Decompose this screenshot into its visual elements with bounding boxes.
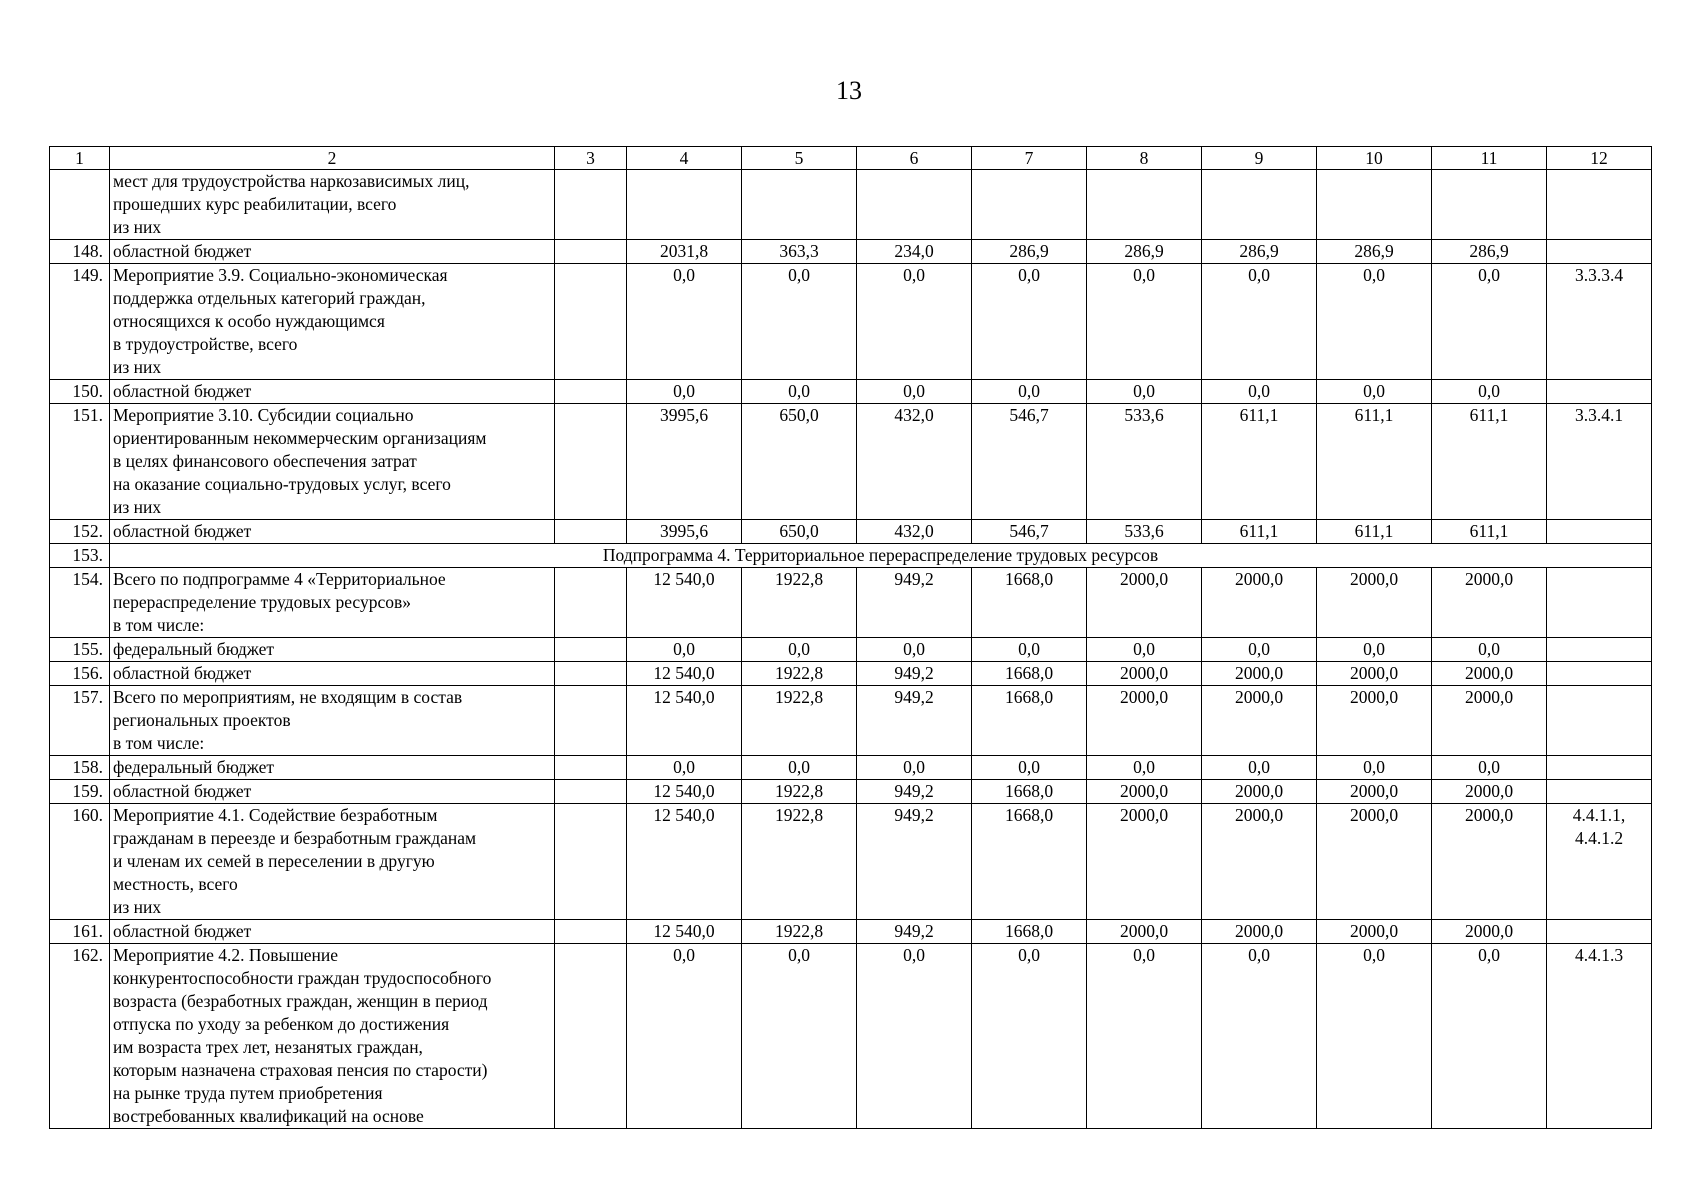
- row-value: 2000,0: [1202, 804, 1317, 920]
- row-value: 3995,6: [627, 520, 742, 544]
- row-value: 1668,0: [972, 686, 1087, 756]
- row-value: [1087, 170, 1202, 240]
- col-header-4: 4: [627, 147, 742, 170]
- table-body: [50, 147, 1652, 1129]
- row-value: 1668,0: [972, 662, 1087, 686]
- row-name: Мероприятие 4.1. Содействие безработным гражданам в переезде и безработным гражданам и членам их семей в переселении в другую местность, всего из них: [110, 804, 555, 920]
- row-number: 158.: [50, 756, 110, 780]
- row-value: 949,2: [857, 920, 972, 944]
- row-number: 154.: [50, 568, 110, 638]
- row-code: [1547, 520, 1652, 544]
- row-value: [1317, 170, 1432, 240]
- row-value: 12 540,0: [627, 804, 742, 920]
- row-value: 432,0: [857, 520, 972, 544]
- row-name: Мероприятие 3.9. Социально-экономическая поддержка отдельных категорий граждан, относящихся к особо нуждающимся в трудоустройстве, всего из них: [110, 264, 555, 380]
- row-value: 0,0: [1202, 638, 1317, 662]
- row-value: 2000,0: [1317, 804, 1432, 920]
- row-value: 12 540,0: [627, 780, 742, 804]
- row-value: 1668,0: [972, 804, 1087, 920]
- row-value: 1668,0: [972, 920, 1087, 944]
- row-value: 0,0: [972, 944, 1087, 1129]
- row-value: 0,0: [627, 264, 742, 380]
- page-number: 13: [836, 76, 862, 105]
- row-value: 0,0: [1317, 264, 1432, 380]
- row-value: 2031,8: [627, 240, 742, 264]
- row-code: [1547, 756, 1652, 780]
- row-value: 0,0: [857, 756, 972, 780]
- row-value: 0,0: [857, 944, 972, 1129]
- row-number: 159.: [50, 780, 110, 804]
- row-value: 0,0: [857, 264, 972, 380]
- table-row: [50, 920, 1652, 944]
- row-value: 0,0: [1317, 756, 1432, 780]
- col-header-5: 5: [742, 147, 857, 170]
- header-row: [50, 147, 1652, 170]
- table-row: [50, 170, 1652, 240]
- col-header-10: 10: [1317, 147, 1432, 170]
- row-value: 286,9: [972, 240, 1087, 264]
- row-value: 0,0: [742, 756, 857, 780]
- section-number: 153.: [50, 544, 110, 568]
- row-col3: [555, 380, 627, 404]
- table-row: [50, 240, 1652, 264]
- row-value: 12 540,0: [627, 662, 742, 686]
- row-code: 4.4.1.3: [1547, 944, 1652, 1129]
- row-value: 0,0: [1087, 380, 1202, 404]
- row-value: 2000,0: [1087, 568, 1202, 638]
- row-name: федеральный бюджет: [110, 756, 555, 780]
- row-value: 286,9: [1202, 240, 1317, 264]
- row-value: 1922,8: [742, 920, 857, 944]
- table-row: [50, 638, 1652, 662]
- row-value: 2000,0: [1317, 686, 1432, 756]
- row-number: 152.: [50, 520, 110, 544]
- row-value: 0,0: [1432, 380, 1547, 404]
- row-value: 0,0: [1317, 944, 1432, 1129]
- row-value: 286,9: [1317, 240, 1432, 264]
- row-value: 12 540,0: [627, 920, 742, 944]
- col-header-12: 12: [1547, 147, 1652, 170]
- row-name: федеральный бюджет: [110, 638, 555, 662]
- row-col3: [555, 264, 627, 380]
- row-value: 0,0: [627, 944, 742, 1129]
- row-value: 2000,0: [1202, 568, 1317, 638]
- row-value: 2000,0: [1087, 686, 1202, 756]
- row-value: 432,0: [857, 404, 972, 520]
- row-col3: [555, 944, 627, 1129]
- row-name: Мероприятие 3.10. Субсидии социально ориентированным некоммерческим организациям в целях финансового обеспечения затрат на оказание социально-трудовых услуг, всего из них: [110, 404, 555, 520]
- row-value: 611,1: [1317, 404, 1432, 520]
- row-value: 611,1: [1202, 404, 1317, 520]
- row-value: 611,1: [1432, 404, 1547, 520]
- table-row: [50, 404, 1652, 520]
- row-code: 4.4.1.1, 4.4.1.2: [1547, 804, 1652, 920]
- table-row: [50, 804, 1652, 920]
- col-header-3: 3: [555, 147, 627, 170]
- row-value: 2000,0: [1432, 662, 1547, 686]
- row-value: 1668,0: [972, 780, 1087, 804]
- row-number: 156.: [50, 662, 110, 686]
- row-value: 2000,0: [1432, 920, 1547, 944]
- row-value: 286,9: [1432, 240, 1547, 264]
- row-col3: [555, 240, 627, 264]
- row-value: [1202, 170, 1317, 240]
- row-name: областной бюджет: [110, 520, 555, 544]
- row-name: областной бюджет: [110, 240, 555, 264]
- row-value: 611,1: [1432, 520, 1547, 544]
- row-col3: [555, 170, 627, 240]
- table-row: [50, 568, 1652, 638]
- table-row: [50, 662, 1652, 686]
- row-col3: [555, 568, 627, 638]
- row-value: 2000,0: [1087, 804, 1202, 920]
- row-value: 546,7: [972, 404, 1087, 520]
- row-value: 2000,0: [1317, 780, 1432, 804]
- row-code: 3.3.3.4: [1547, 264, 1652, 380]
- row-code: [1547, 686, 1652, 756]
- row-value: 949,2: [857, 662, 972, 686]
- col-header-1: 1: [50, 147, 110, 170]
- section-title: Подпрограмма 4. Территориальное перераспределение трудовых ресурсов: [110, 544, 1652, 568]
- row-value: 2000,0: [1087, 920, 1202, 944]
- row-value: 1922,8: [742, 780, 857, 804]
- row-value: 2000,0: [1432, 780, 1547, 804]
- row-col3: [555, 780, 627, 804]
- row-code: [1547, 170, 1652, 240]
- col-header-8: 8: [1087, 147, 1202, 170]
- col-header-2: 2: [110, 147, 555, 170]
- table-row: [50, 780, 1652, 804]
- row-value: 611,1: [1202, 520, 1317, 544]
- row-value: 0,0: [742, 944, 857, 1129]
- row-name: Всего по подпрограмме 4 «Территориальное перераспределение трудовых ресурсов» в том числе:: [110, 568, 555, 638]
- row-number: 151.: [50, 404, 110, 520]
- row-col3: [555, 662, 627, 686]
- row-value: 0,0: [1317, 638, 1432, 662]
- row-value: 12 540,0: [627, 686, 742, 756]
- row-value: 0,0: [972, 638, 1087, 662]
- row-value: 0,0: [742, 264, 857, 380]
- row-col3: [555, 804, 627, 920]
- row-value: 949,2: [857, 780, 972, 804]
- table-row: [50, 756, 1652, 780]
- row-col3: [555, 404, 627, 520]
- row-number: 161.: [50, 920, 110, 944]
- col-header-11: 11: [1432, 147, 1547, 170]
- row-value: 533,6: [1087, 520, 1202, 544]
- row-value: 0,0: [972, 264, 1087, 380]
- row-value: 2000,0: [1087, 780, 1202, 804]
- row-value: 2000,0: [1202, 662, 1317, 686]
- row-name: мест для трудоустройства наркозависимых лиц, прошедших курс реабилитации, всего из них: [110, 170, 555, 240]
- row-code: [1547, 920, 1652, 944]
- row-value: 0,0: [1087, 944, 1202, 1129]
- row-value: 949,2: [857, 686, 972, 756]
- row-name: областной бюджет: [110, 662, 555, 686]
- row-value: 611,1: [1317, 520, 1432, 544]
- row-value: 2000,0: [1202, 920, 1317, 944]
- row-value: 0,0: [1087, 756, 1202, 780]
- row-value: 0,0: [627, 756, 742, 780]
- row-number: 149.: [50, 264, 110, 380]
- row-number: 155.: [50, 638, 110, 662]
- row-value: 0,0: [1432, 264, 1547, 380]
- row-code: [1547, 380, 1652, 404]
- row-value: 0,0: [857, 638, 972, 662]
- row-value: 0,0: [1432, 638, 1547, 662]
- row-value: [742, 170, 857, 240]
- row-col3: [555, 686, 627, 756]
- row-col3: [555, 920, 627, 944]
- row-number: 162.: [50, 944, 110, 1129]
- row-col3: [555, 638, 627, 662]
- row-code: 3.3.4.1: [1547, 404, 1652, 520]
- row-code: [1547, 662, 1652, 686]
- row-value: [972, 170, 1087, 240]
- row-value: 234,0: [857, 240, 972, 264]
- row-value: 650,0: [742, 404, 857, 520]
- row-value: [1432, 170, 1547, 240]
- col-header-9: 9: [1202, 147, 1317, 170]
- table-row: [50, 686, 1652, 756]
- row-number: [50, 170, 110, 240]
- row-value: 0,0: [1087, 638, 1202, 662]
- table-row: [50, 264, 1652, 380]
- row-name: Мероприятие 4.2. Повышение конкурентоспособности граждан трудоспособного возраста (безработных граждан, женщин в период отпуска по уходу за ребенком до достижения им возраста трех лет, незанятых граждан, которым назначена страховая пенсия по старости) на рынке труда путем приобретения востребованных квалификаций на основе: [110, 944, 555, 1129]
- row-value: 0,0: [742, 638, 857, 662]
- row-value: 949,2: [857, 804, 972, 920]
- row-value: 0,0: [1202, 944, 1317, 1129]
- row-value: 2000,0: [1202, 780, 1317, 804]
- col-header-7: 7: [972, 147, 1087, 170]
- row-code: [1547, 638, 1652, 662]
- row-value: 3995,6: [627, 404, 742, 520]
- row-value: 2000,0: [1432, 804, 1547, 920]
- row-value: 0,0: [742, 380, 857, 404]
- row-value: 546,7: [972, 520, 1087, 544]
- row-name: областной бюджет: [110, 380, 555, 404]
- row-value: 2000,0: [1432, 686, 1547, 756]
- table-row: [50, 380, 1652, 404]
- row-value: 1922,8: [742, 662, 857, 686]
- row-number: 157.: [50, 686, 110, 756]
- row-code: [1547, 240, 1652, 264]
- row-value: 0,0: [1202, 756, 1317, 780]
- row-value: 949,2: [857, 568, 972, 638]
- row-value: 0,0: [1317, 380, 1432, 404]
- section-row: [50, 544, 1652, 568]
- row-number: 160.: [50, 804, 110, 920]
- row-code: [1547, 780, 1652, 804]
- row-col3: [555, 756, 627, 780]
- row-value: [627, 170, 742, 240]
- row-name: областной бюджет: [110, 920, 555, 944]
- row-value: 0,0: [857, 380, 972, 404]
- col-header-6: 6: [857, 147, 972, 170]
- row-value: 2000,0: [1202, 686, 1317, 756]
- row-col3: [555, 520, 627, 544]
- row-value: 650,0: [742, 520, 857, 544]
- budget-table: [49, 146, 1652, 1129]
- row-value: 1668,0: [972, 568, 1087, 638]
- row-number: 150.: [50, 380, 110, 404]
- row-value: 2000,0: [1317, 568, 1432, 638]
- row-code: [1547, 568, 1652, 638]
- row-name: областной бюджет: [110, 780, 555, 804]
- row-value: [857, 170, 972, 240]
- row-value: 0,0: [1432, 944, 1547, 1129]
- row-value: 2000,0: [1317, 920, 1432, 944]
- row-value: 0,0: [1202, 264, 1317, 380]
- row-value: 0,0: [1432, 756, 1547, 780]
- table-row: [50, 520, 1652, 544]
- row-value: 363,3: [742, 240, 857, 264]
- row-value: 0,0: [972, 756, 1087, 780]
- row-value: 1922,8: [742, 686, 857, 756]
- row-value: 0,0: [972, 380, 1087, 404]
- row-value: 2000,0: [1087, 662, 1202, 686]
- row-value: 1922,8: [742, 568, 857, 638]
- row-value: 0,0: [1202, 380, 1317, 404]
- row-value: 286,9: [1087, 240, 1202, 264]
- row-value: 2000,0: [1317, 662, 1432, 686]
- row-value: 533,6: [1087, 404, 1202, 520]
- row-value: 12 540,0: [627, 568, 742, 638]
- row-name: Всего по мероприятиям, не входящим в состав региональных проектов в том числе:: [110, 686, 555, 756]
- row-value: 0,0: [1087, 264, 1202, 380]
- table-row: [50, 944, 1652, 1129]
- row-value: 1922,8: [742, 804, 857, 920]
- row-value: 0,0: [627, 380, 742, 404]
- row-value: 2000,0: [1432, 568, 1547, 638]
- row-value: 0,0: [627, 638, 742, 662]
- row-number: 148.: [50, 240, 110, 264]
